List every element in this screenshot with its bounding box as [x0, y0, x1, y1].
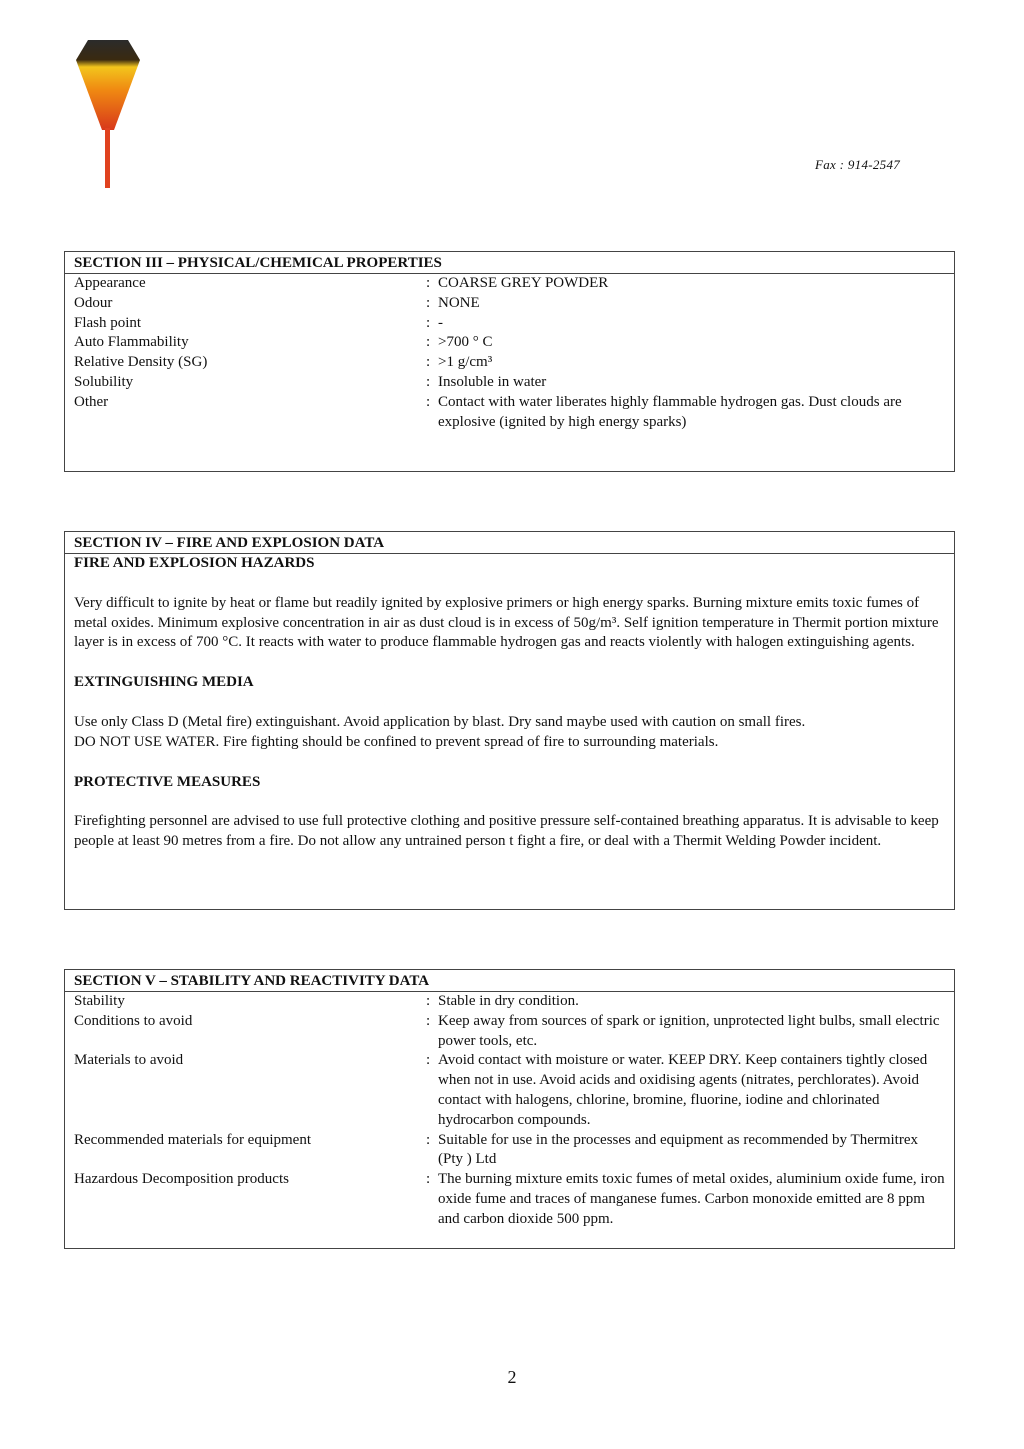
property-colon: :: [426, 314, 431, 331]
property-row-hazardous-decomposition: [74, 1170, 945, 1229]
extinguishing-media-text: Use only Class D (Metal fire) extinguishant. Avoid application by blast. Dry sand maybe used with caution on small fires.: [74, 713, 806, 730]
fire-explosion-hazards-text: Very difficult to ignite by heat or flame but readily ignited by explosive primers or high energy sparks. Burning mixture emits toxic fumes of metal oxides. Minimum explosive concentration in air as dust cloud is in excess of 50g/m³. Self ignition temperature in Thermit portion mixture layer is in excess of 700 °C. It reacts with water to produce flammable hydrogen gas and reacts violently with halogen extinguishing agents.: [74, 594, 939, 651]
property-colon: :: [426, 993, 431, 1009]
section-title: SECTION IV – FIRE AND EXPLOSION DATA: [65, 532, 954, 554]
protective-measures-heading: PROTECTIVE MEASURES: [74, 773, 261, 790]
property-label: Relative Density (SG): [74, 354, 208, 371]
property-label: Conditions to avoid: [74, 1012, 193, 1029]
property-colon: :: [426, 1052, 431, 1069]
property-value: >700 ° C: [438, 334, 493, 351]
property-row-solubility: [74, 373, 945, 393]
property-row-recommended-materials: [74, 1131, 945, 1171]
property-label: Solubility: [74, 373, 134, 390]
property-list: [65, 274, 954, 432]
property-value: NONE: [438, 294, 480, 311]
extinguishing-media-warning: DO NOT USE WATER. Fire fighting should be confined to prevent spread of fire to surrounding materials.: [74, 733, 719, 750]
property-value: The burning mixture emits toxic fumes of metal oxides, aluminium oxide fume, iron oxide fume and traces of manganese fumes. Carbon monoxide emitted are 8 ppm and carbon dioxide 500 ppm.: [438, 1171, 945, 1227]
property-colon: :: [426, 334, 431, 351]
property-value: Suitable for use in the processes and equipment as recommended by Thermitrex (Pty ) Ltd: [438, 1131, 918, 1168]
property-row-odour: [74, 294, 945, 314]
section-title: SECTION III – PHYSICAL/CHEMICAL PROPERTIES: [65, 252, 954, 274]
property-row-materials-to-avoid: [74, 1051, 945, 1130]
protective-measures-text: Firefighting personnel are advised to use full protective clothing and positive pressure self-contained breathing apparatus. It is advisable to keep people at least 90 metres from a fire. Do not allow any untrained person t fight a fire, or deal with a Thermit Welding Powder incident.: [74, 813, 939, 850]
property-label: Other: [74, 393, 109, 410]
property-value: Keep away from sources of spark or ignition, unprotected light bulbs, small electric power tools, etc.: [438, 1012, 940, 1049]
property-colon: :: [426, 393, 431, 410]
property-label: Hazardous Decomposition products: [74, 1171, 289, 1188]
property-row-appearance: [74, 274, 945, 294]
fax-number: Fax : 914-2547: [815, 157, 901, 172]
property-value: Contact with water liberates highly flammable hydrogen gas. Dust clouds are explosive (ignited by high energy sparks): [438, 393, 902, 430]
property-label: Materials to avoid: [74, 1052, 184, 1069]
property-colon: :: [426, 1171, 431, 1188]
extinguishing-media-heading: EXTINGUISHING MEDIA: [74, 674, 254, 691]
property-label: Recommended materials for equipment: [74, 1131, 312, 1148]
section-physical-chemical-properties: [64, 251, 955, 472]
page-number: 2: [507, 1367, 517, 1387]
property-colon: :: [426, 1131, 431, 1148]
property-row-stability: [74, 992, 945, 1012]
section-stability-reactivity-data: [64, 969, 955, 1249]
property-value: >1 g/cm³: [438, 354, 493, 371]
property-row-auto-flammability: [74, 333, 945, 353]
company-logo: [72, 38, 144, 190]
property-row-relative-density: [74, 353, 945, 373]
property-value: Insoluble in water: [438, 373, 547, 390]
property-colon: :: [426, 373, 431, 390]
property-colon: :: [426, 294, 431, 311]
property-row-conditions-to-avoid: [74, 1012, 945, 1052]
property-list: [65, 992, 954, 1230]
property-label: Appearance: [74, 275, 146, 291]
property-label: Stability: [74, 993, 125, 1009]
property-value: Stable in dry condition.: [438, 993, 579, 1009]
section-body: [65, 554, 954, 852]
property-label: Auto Flammability: [74, 334, 189, 351]
property-value: COARSE GREY POWDER: [438, 275, 609, 291]
property-value: Avoid contact with moisture or water. KEEP DRY. Keep containers tightly closed when not in use. Avoid acids and oxidising agents (nitrates, perchlorates). Avoid contact with halogens, chlorine, bromine, fluorine, iodine and chlorinated hydrocarbon compounds.: [438, 1052, 928, 1128]
property-row-flash-point: [74, 314, 945, 334]
property-colon: :: [426, 354, 431, 371]
section-fire-explosion-data: [64, 531, 955, 910]
fire-explosion-hazards-heading: FIRE AND EXPLOSION HAZARDS: [74, 555, 315, 571]
property-label: Flash point: [74, 314, 142, 331]
section-title: SECTION V – STABILITY AND REACTIVITY DATA: [65, 970, 954, 992]
property-value: -: [438, 314, 443, 331]
property-row-other: [74, 393, 945, 433]
property-label: Odour: [74, 294, 113, 311]
property-colon: :: [426, 1012, 431, 1029]
property-colon: :: [426, 275, 431, 291]
